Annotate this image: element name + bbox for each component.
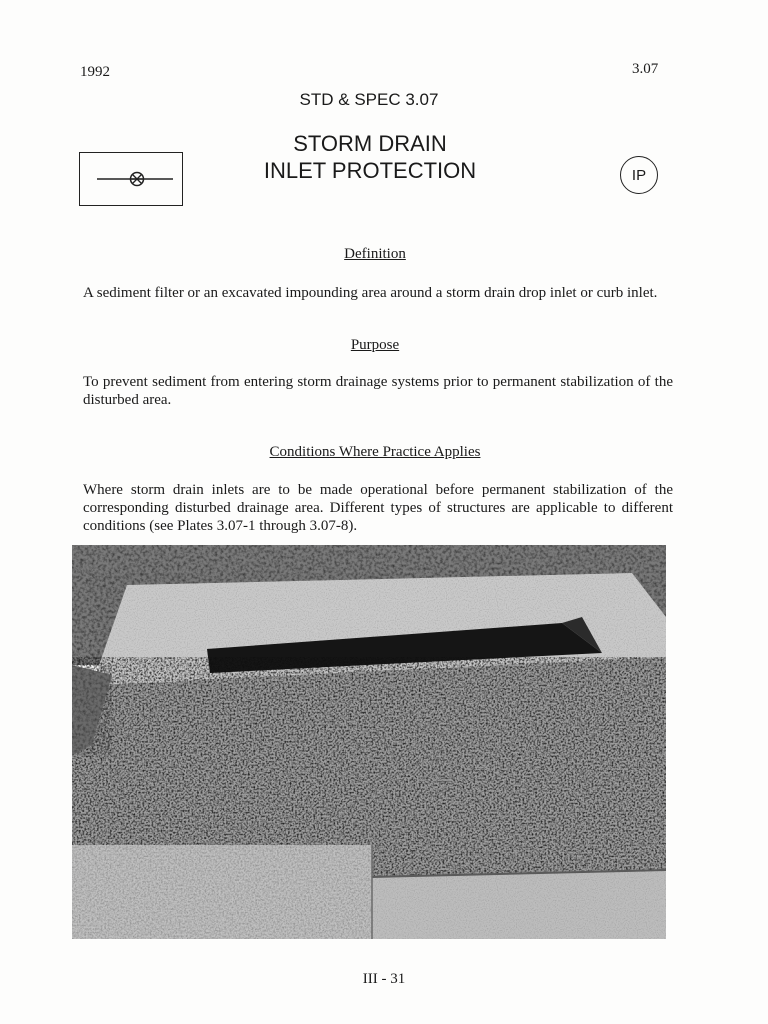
definition-heading: Definition [344, 246, 406, 262]
inlet-symbol-icon [79, 152, 183, 206]
title-line-2: INLET PROTECTION [263, 158, 477, 183]
title-line-1: STORM DRAIN [293, 131, 447, 156]
purpose-heading: Purpose [350, 337, 400, 353]
ip-badge-icon [620, 156, 658, 194]
inlet-protection-photo [72, 545, 666, 939]
conditions-heading: Conditions Where Practice Applies [269, 444, 481, 460]
purpose-text: To prevent sediment from entering storm drainage systems prior to permanent stabilization of the disturbed area. [83, 374, 673, 408]
std-spec-label: STD & SPEC 3.07 [299, 90, 439, 109]
conditions-text: Where storm drain inlets are to be made operational before permanent stabilization of the corresponding disturbed drainage area. Different types of structures are applicable to different conditions (see Plates 3.07-1 through 3.07-8). [83, 482, 673, 534]
section-number: 3.07 [632, 61, 659, 77]
definition-text: A sediment filter or an excavated impounding area around a storm drain drop inlet or curb inlet. [83, 285, 658, 301]
page-number: III - 31 [362, 971, 406, 987]
year: 1992 [80, 64, 110, 80]
practice-code: IP [631, 166, 647, 184]
